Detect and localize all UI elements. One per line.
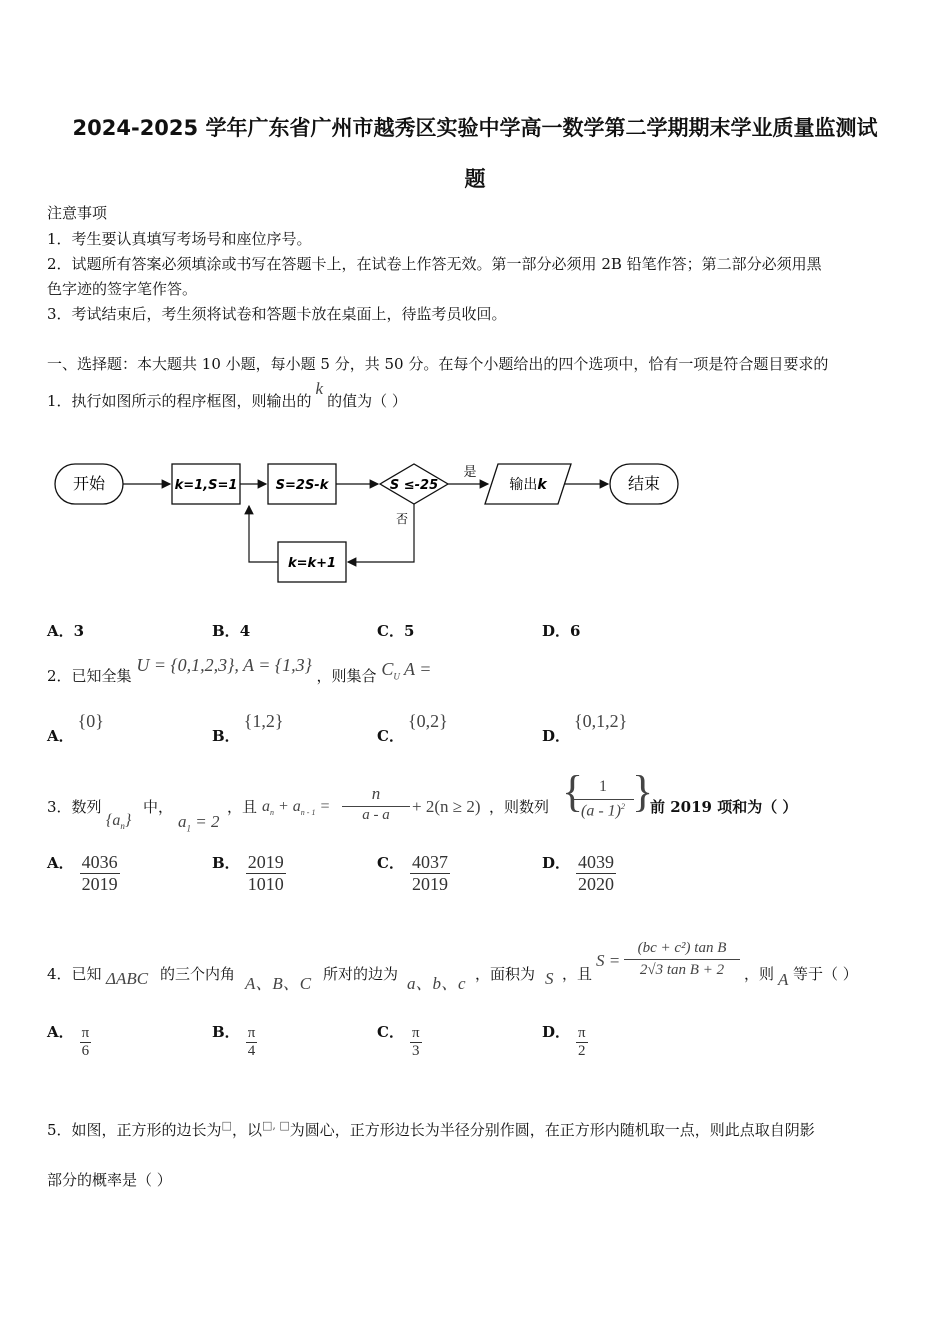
flow-yes-label: 是 <box>463 465 477 480</box>
notice-item-1: 1．考生要认真填写考场号和座位序号。 <box>47 230 312 248</box>
q4-mid5: ，则 <box>744 965 775 983</box>
q3-mid1: 中， <box>143 798 174 816</box>
q4-option-b[interactable]: B． $\frac{\pi}{4}$ <box>212 1023 256 1060</box>
q1-var: k <box>315 379 324 398</box>
question-2 <box>47 655 432 688</box>
q3-mid2: ，且 <box>227 798 258 816</box>
q1-option-b[interactable]: B．4 <box>212 622 251 640</box>
q4-option-d[interactable]: D． $\frac{\pi}{2}$ <box>542 1023 586 1060</box>
flow-arrow-loop-back <box>249 506 278 562</box>
flow-no-label: 否 <box>395 512 409 526</box>
q3-prefix: 3．数列 <box>47 798 102 816</box>
q4-area-symbol: S <box>545 969 554 988</box>
flowchart <box>40 450 700 590</box>
exam-title-line2: 题 <box>464 167 486 191</box>
q1-option-a[interactable]: A．3 <box>47 622 85 640</box>
q2-option-c[interactable]: C．{0,2} <box>377 711 448 745</box>
q4-angle-a: A <box>778 970 789 989</box>
flow-increment-label: k=k+1 <box>287 556 337 571</box>
notice-item-3: 3．考试结束后，考生须将试卷和答题卡放在桌面上，待监考员收回。 <box>47 305 507 323</box>
question-5-line1: 5．如图，正方形的边长为□，以□, □为圆心，正方形边长为半径分别作圆，在正方形内随机取一点，则此点取自阴影 <box>47 1119 815 1139</box>
exam-title-line1: 2024-2025 学年广东省广州市越秀区实验中学高一数学第二学期期末学业质量监测试 <box>72 116 878 140</box>
q3-recurrence-frac: n a - a <box>342 784 410 824</box>
notice-heading: 注意事项 <box>47 204 108 222</box>
q3-option-b[interactable]: B． $\frac{2019}{1010}$ <box>212 852 284 894</box>
flow-end-label: 结束 <box>627 474 661 493</box>
q4-option-a[interactable]: A． $\frac{\pi}{6}$ <box>47 1023 90 1060</box>
flow-init-label: k=1,S=1 <box>174 478 238 493</box>
q4-mid2: 所对的边为 <box>323 965 399 983</box>
q1-suffix: 的值为（ ） <box>327 392 407 410</box>
q1-option-c[interactable]: C．5 <box>377 622 415 640</box>
q3-recurrence-left: $a_n + a_{n - 1}$ = <box>262 798 331 818</box>
q4-angles: A、B、C <box>245 974 312 993</box>
q4-formula-left: S = <box>596 951 621 970</box>
q3-mid3: ，则数列 <box>489 798 550 816</box>
section-heading: 一、选择题：本大题共 10 小题，每小题 5 分，共 50 分。在每个小题给出的四个选项中，恰有一项是符合题目要求的 <box>47 355 829 373</box>
q4-option-c[interactable]: C． $\frac{\pi}{3}$ <box>377 1023 420 1060</box>
notice-item-2b: 色字迹的签字笔作答。 <box>47 280 198 298</box>
q1-prefix: 1．执行如图所示的程序框图，则输出的 <box>47 392 312 410</box>
q4-formula-frac: (bc + c²) tan B 2√3 tan B + 2 <box>624 940 740 979</box>
q4-mid1: 的三个内角 <box>160 965 236 983</box>
flow-condition-label: S ≤-25 <box>389 478 439 493</box>
question-1 <box>47 379 407 411</box>
flow-start-label: 开始 <box>72 474 106 493</box>
flow-output-label: 输出k <box>509 477 547 493</box>
q3-brace-left: { <box>562 767 584 816</box>
q2-complement: $C_U$ A = <box>381 659 432 682</box>
q4-mid4: ，且 <box>562 965 593 983</box>
q5-missing-glyph-1: □ <box>221 1119 232 1132</box>
notice-item-2a: 2．试题所有答案必须填涂或书写在答题卡上，在试卷上作答无效。第一部分必须用 2B 铅笔作答；第二部分必须用黑 <box>47 255 822 273</box>
q2-option-b[interactable]: B．{1,2} <box>212 711 284 745</box>
q2-prefix: 2．已知全集 <box>47 667 132 685</box>
q3-recurrence-tail: + 2(n ≥ 2) <box>412 797 481 816</box>
q4-sides: a、b、c <box>407 974 466 993</box>
flow-update-label: S=2S-k <box>275 478 329 493</box>
q3-suffix: 前 2019 项和为（ ） <box>650 798 798 816</box>
q1-option-d[interactable]: D．6 <box>542 622 581 640</box>
q2-middle: ，则集合 <box>316 667 377 685</box>
q4-mid3: ，面积为 <box>475 965 536 983</box>
q3-a1: $a_1 = 2$ <box>178 812 220 834</box>
q5-missing-glyph-2: □, □ <box>261 1119 290 1132</box>
question-5-line2: 部分的概率是（ ） <box>47 1171 172 1189</box>
q3-option-d[interactable]: D． $\frac{4039}{2020}$ <box>542 852 615 894</box>
q3-option-a[interactable]: A． $\frac{4036}{2019}$ <box>47 852 118 894</box>
q2-universal-set: U = {0,1,2,3}, A = {1,3} <box>136 655 312 675</box>
q3-sum-frac: 1 (a - 1)$^2$ <box>572 778 634 820</box>
q2-option-a[interactable]: A．{0} <box>47 711 104 745</box>
q4-suffix: 等于（ ） <box>793 965 858 983</box>
q3-brace-right: } <box>632 767 654 816</box>
q4-triangle: ΔABC <box>106 969 149 988</box>
q3-option-c[interactable]: C． $\frac{4037}{2019}$ <box>377 852 448 894</box>
q2-option-d[interactable]: D．{0,1,2} <box>542 711 628 745</box>
q3-sequence: $\{a_n\}$ <box>106 812 132 832</box>
q4-prefix: 4．已知 <box>47 965 102 983</box>
